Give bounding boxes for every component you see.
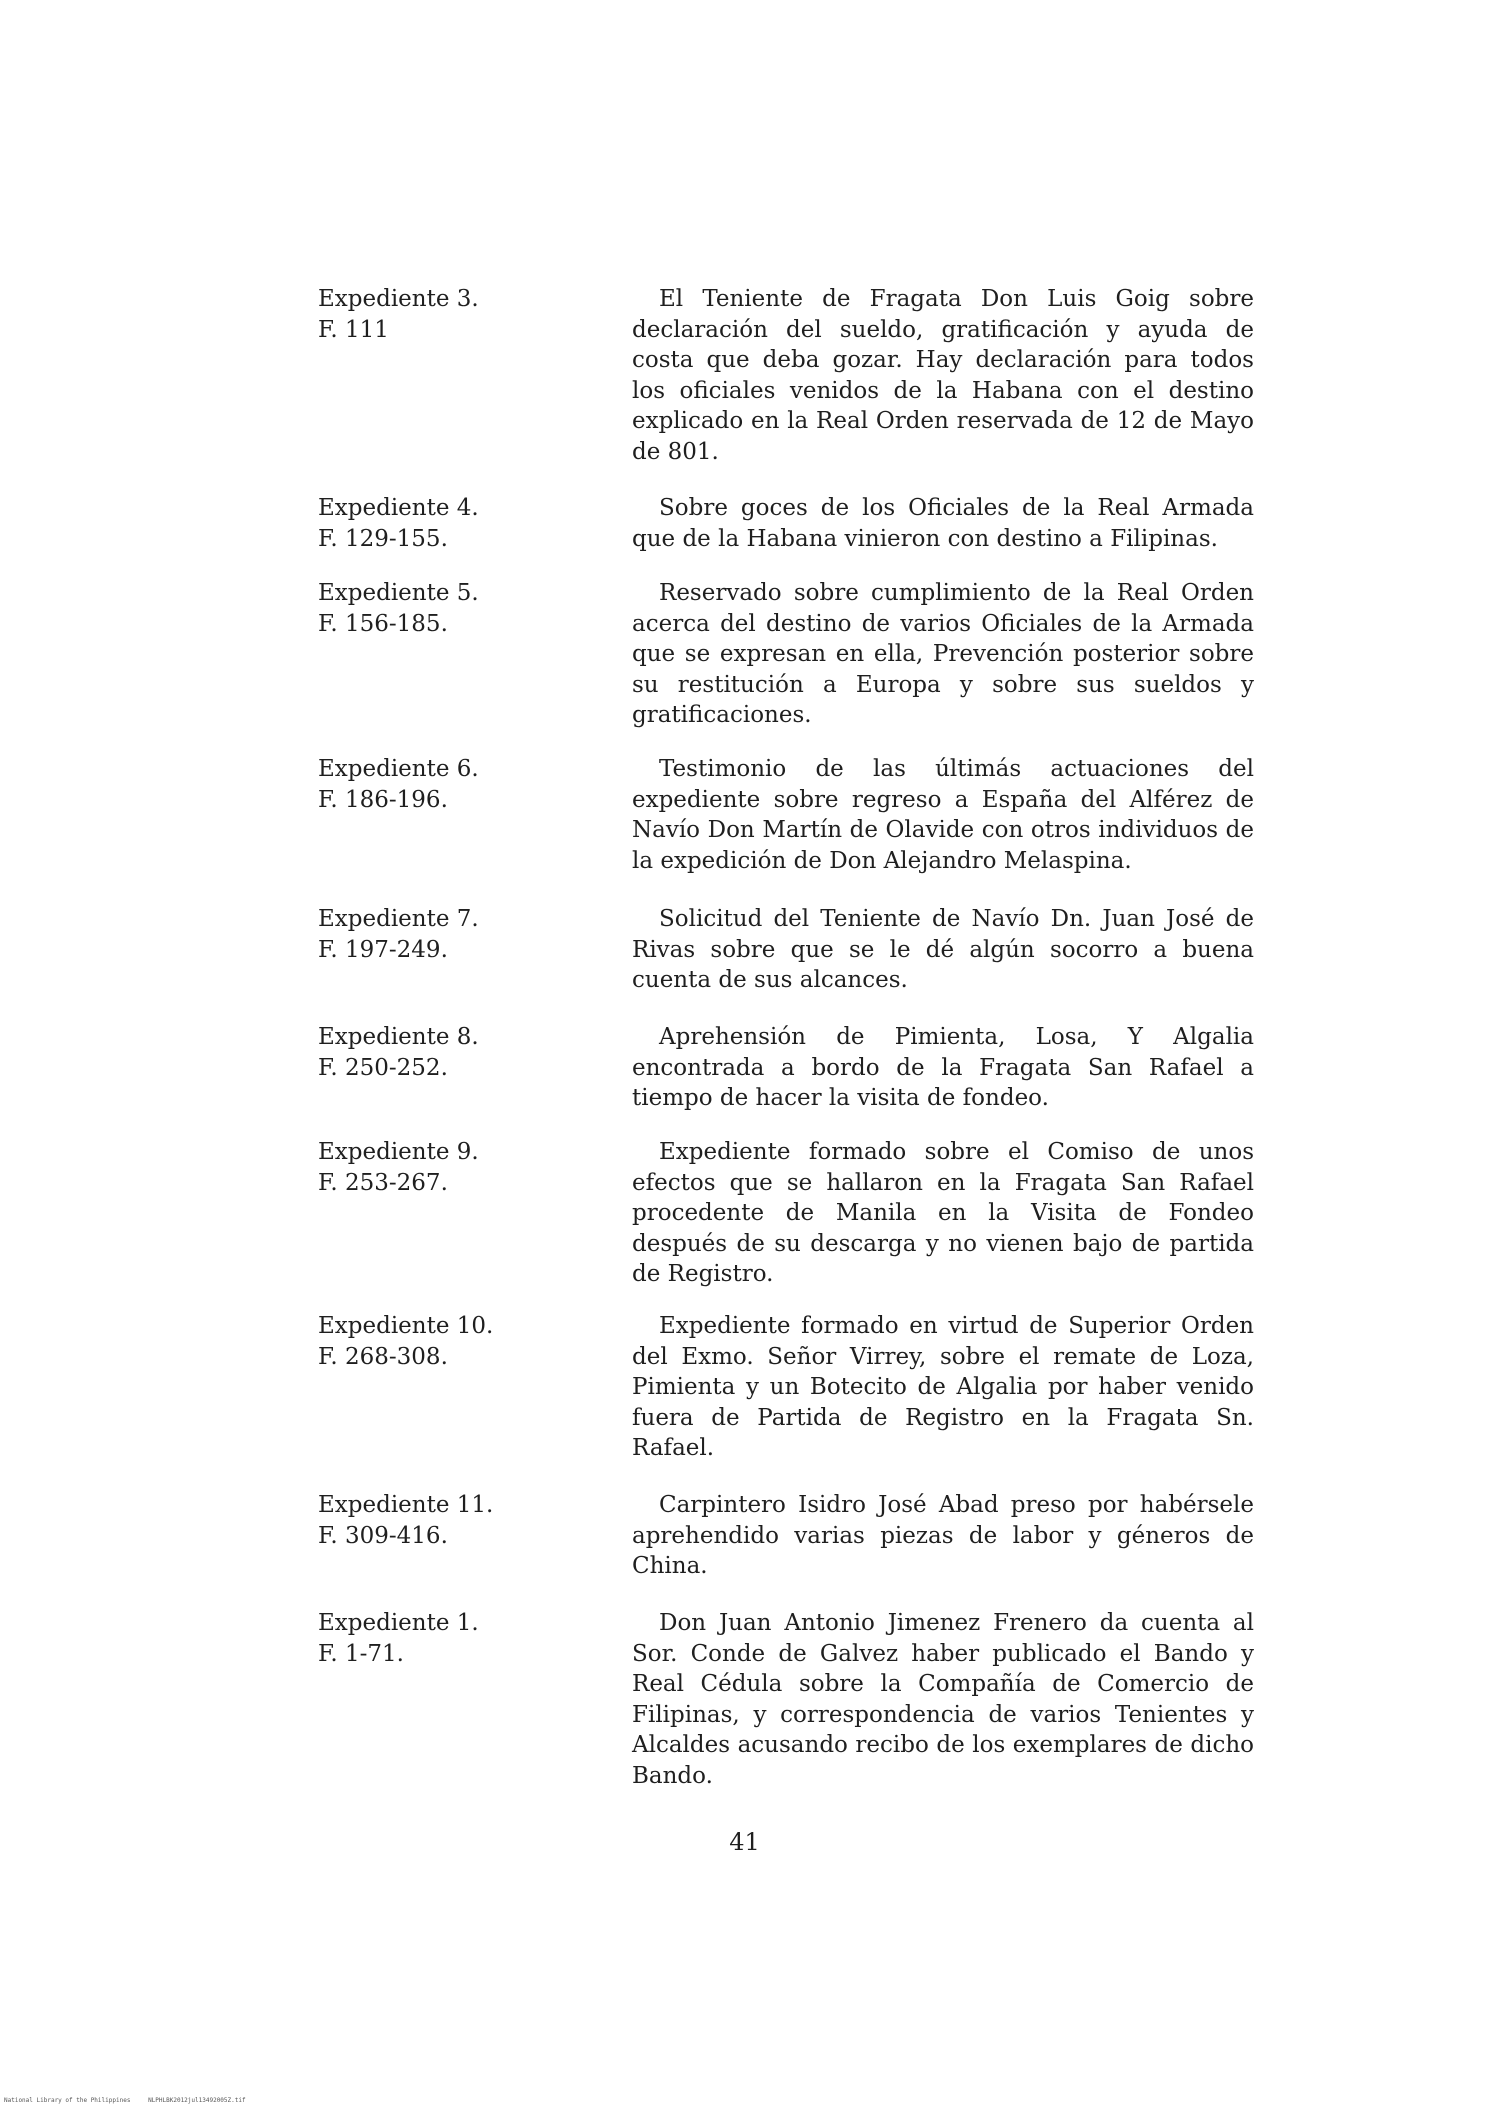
- expediente-number: Expediente 11.: [318, 1492, 494, 1518]
- entry-reference: [318, 1137, 518, 1199]
- entry-description: Aprehensión de Pimienta, Losa, Y Algalia encontrada a bordo de la Fragata San Rafael a tiempo de hacer la visita de fondeo.: [632, 1024, 1254, 1111]
- page-number: 41: [729, 1828, 760, 1856]
- folio-range: F. 253-267.: [318, 1170, 448, 1196]
- expediente-number: Expediente 3.: [318, 286, 479, 312]
- entry-reference: [318, 1311, 518, 1373]
- folio-range: F. 156-185.: [318, 611, 448, 637]
- expediente-number: Expediente 8.: [318, 1024, 479, 1050]
- folio-range: F. 129-155.: [318, 526, 448, 552]
- folio-range: F. 197-249.: [318, 937, 448, 963]
- folio-range: F. 111: [318, 317, 389, 343]
- entry-reference: [318, 1022, 518, 1084]
- expediente-number: Expediente 10.: [318, 1313, 494, 1339]
- expediente-number: Expediente 4.: [318, 495, 479, 521]
- entry-description: El Teniente de Fragata Don Luis Goig sobre declaración del sueldo, gratificación y ayuda de costa que deba gozar. Hay declaración para todos los oficiales venidos de la Habana con el destino explicado en la Real Orden reservada de 12 de Mayo de 801.: [632, 286, 1254, 465]
- entry-description: Don Juan Antonio Jimenez Frenero da cuenta al Sor. Conde de Galvez haber publicado el Bando y Real Cédula sobre la Compañía de Comercio de Filipinas, y correspondencia de varios Tenientes y Alcaldes acusando recibo de los exemplares de dicho Bando.: [632, 1610, 1254, 1789]
- folio-range: F. 186-196.: [318, 787, 448, 813]
- library-credit: National Library of the Philippines: [4, 2097, 131, 2104]
- expediente-number: Expediente 6.: [318, 756, 479, 782]
- folio-range: F. 250-252.: [318, 1055, 448, 1081]
- expediente-number: Expediente 1.: [318, 1610, 479, 1636]
- entry-description: Expediente formado en virtud de Superior Orden del Exmo. Señor Virrey, sobre el remate de Loza, Pimienta y un Botecito de Algalia por haber venido fuera de Partida de Registro en la Fragata Sn. Rafael.: [632, 1313, 1254, 1461]
- entry-reference: [318, 1490, 518, 1552]
- entry-description: Sobre goces de los Oficiales de la Real Armada que de la Habana vinieron con destino a Filipinas.: [632, 495, 1254, 552]
- entry-reference: [318, 904, 518, 966]
- entry-description: Testimonio de las últimás actuaciones del expediente sobre regreso a España del Alférez de Navío Don Martín de Olavide con otros individuos de la expedición de Don Alejandro Melaspina.: [632, 756, 1254, 874]
- scan-footer: [4, 2097, 260, 2105]
- entry-reference: [318, 493, 518, 555]
- expediente-number: Expediente 9.: [318, 1139, 479, 1165]
- expediente-number: Expediente 5.: [318, 580, 479, 606]
- scan-filename: NLPHLBK2012jul13492005Z.tif: [148, 2097, 246, 2104]
- entry-description: Reservado sobre cumplimiento de la Real Orden acerca del destino de varios Oficiales de la Armada que se expresan en ella, Prevención posterior sobre su restitución a Europa y sobre sus sueldos y gratificaciones.: [632, 580, 1254, 728]
- folio-range: F. 1-71.: [318, 1641, 404, 1667]
- folio-range: F. 309-416.: [318, 1523, 448, 1549]
- entry-reference: [318, 284, 518, 346]
- entry-description: Expediente formado sobre el Comiso de unos efectos que se hallaron en la Fragata San Rafael procedente de Manila en la Visita de Fondeo después de su descarga y no vienen bajo de partida de Registro.: [632, 1139, 1254, 1287]
- entry-description: Carpintero Isidro José Abad preso por habérsele aprehendido varias piezas de labor y géneros de China.: [632, 1492, 1254, 1579]
- entry-reference: [318, 754, 518, 816]
- entry-reference: [318, 578, 518, 640]
- entry-description: Solicitud del Teniente de Navío Dn. Juan José de Rivas sobre que se le dé algún socorro a buena cuenta de sus alcances.: [632, 906, 1254, 993]
- entry-reference: [318, 1608, 518, 1670]
- expediente-number: Expediente 7.: [318, 906, 479, 932]
- folio-range: F. 268-308.: [318, 1344, 448, 1370]
